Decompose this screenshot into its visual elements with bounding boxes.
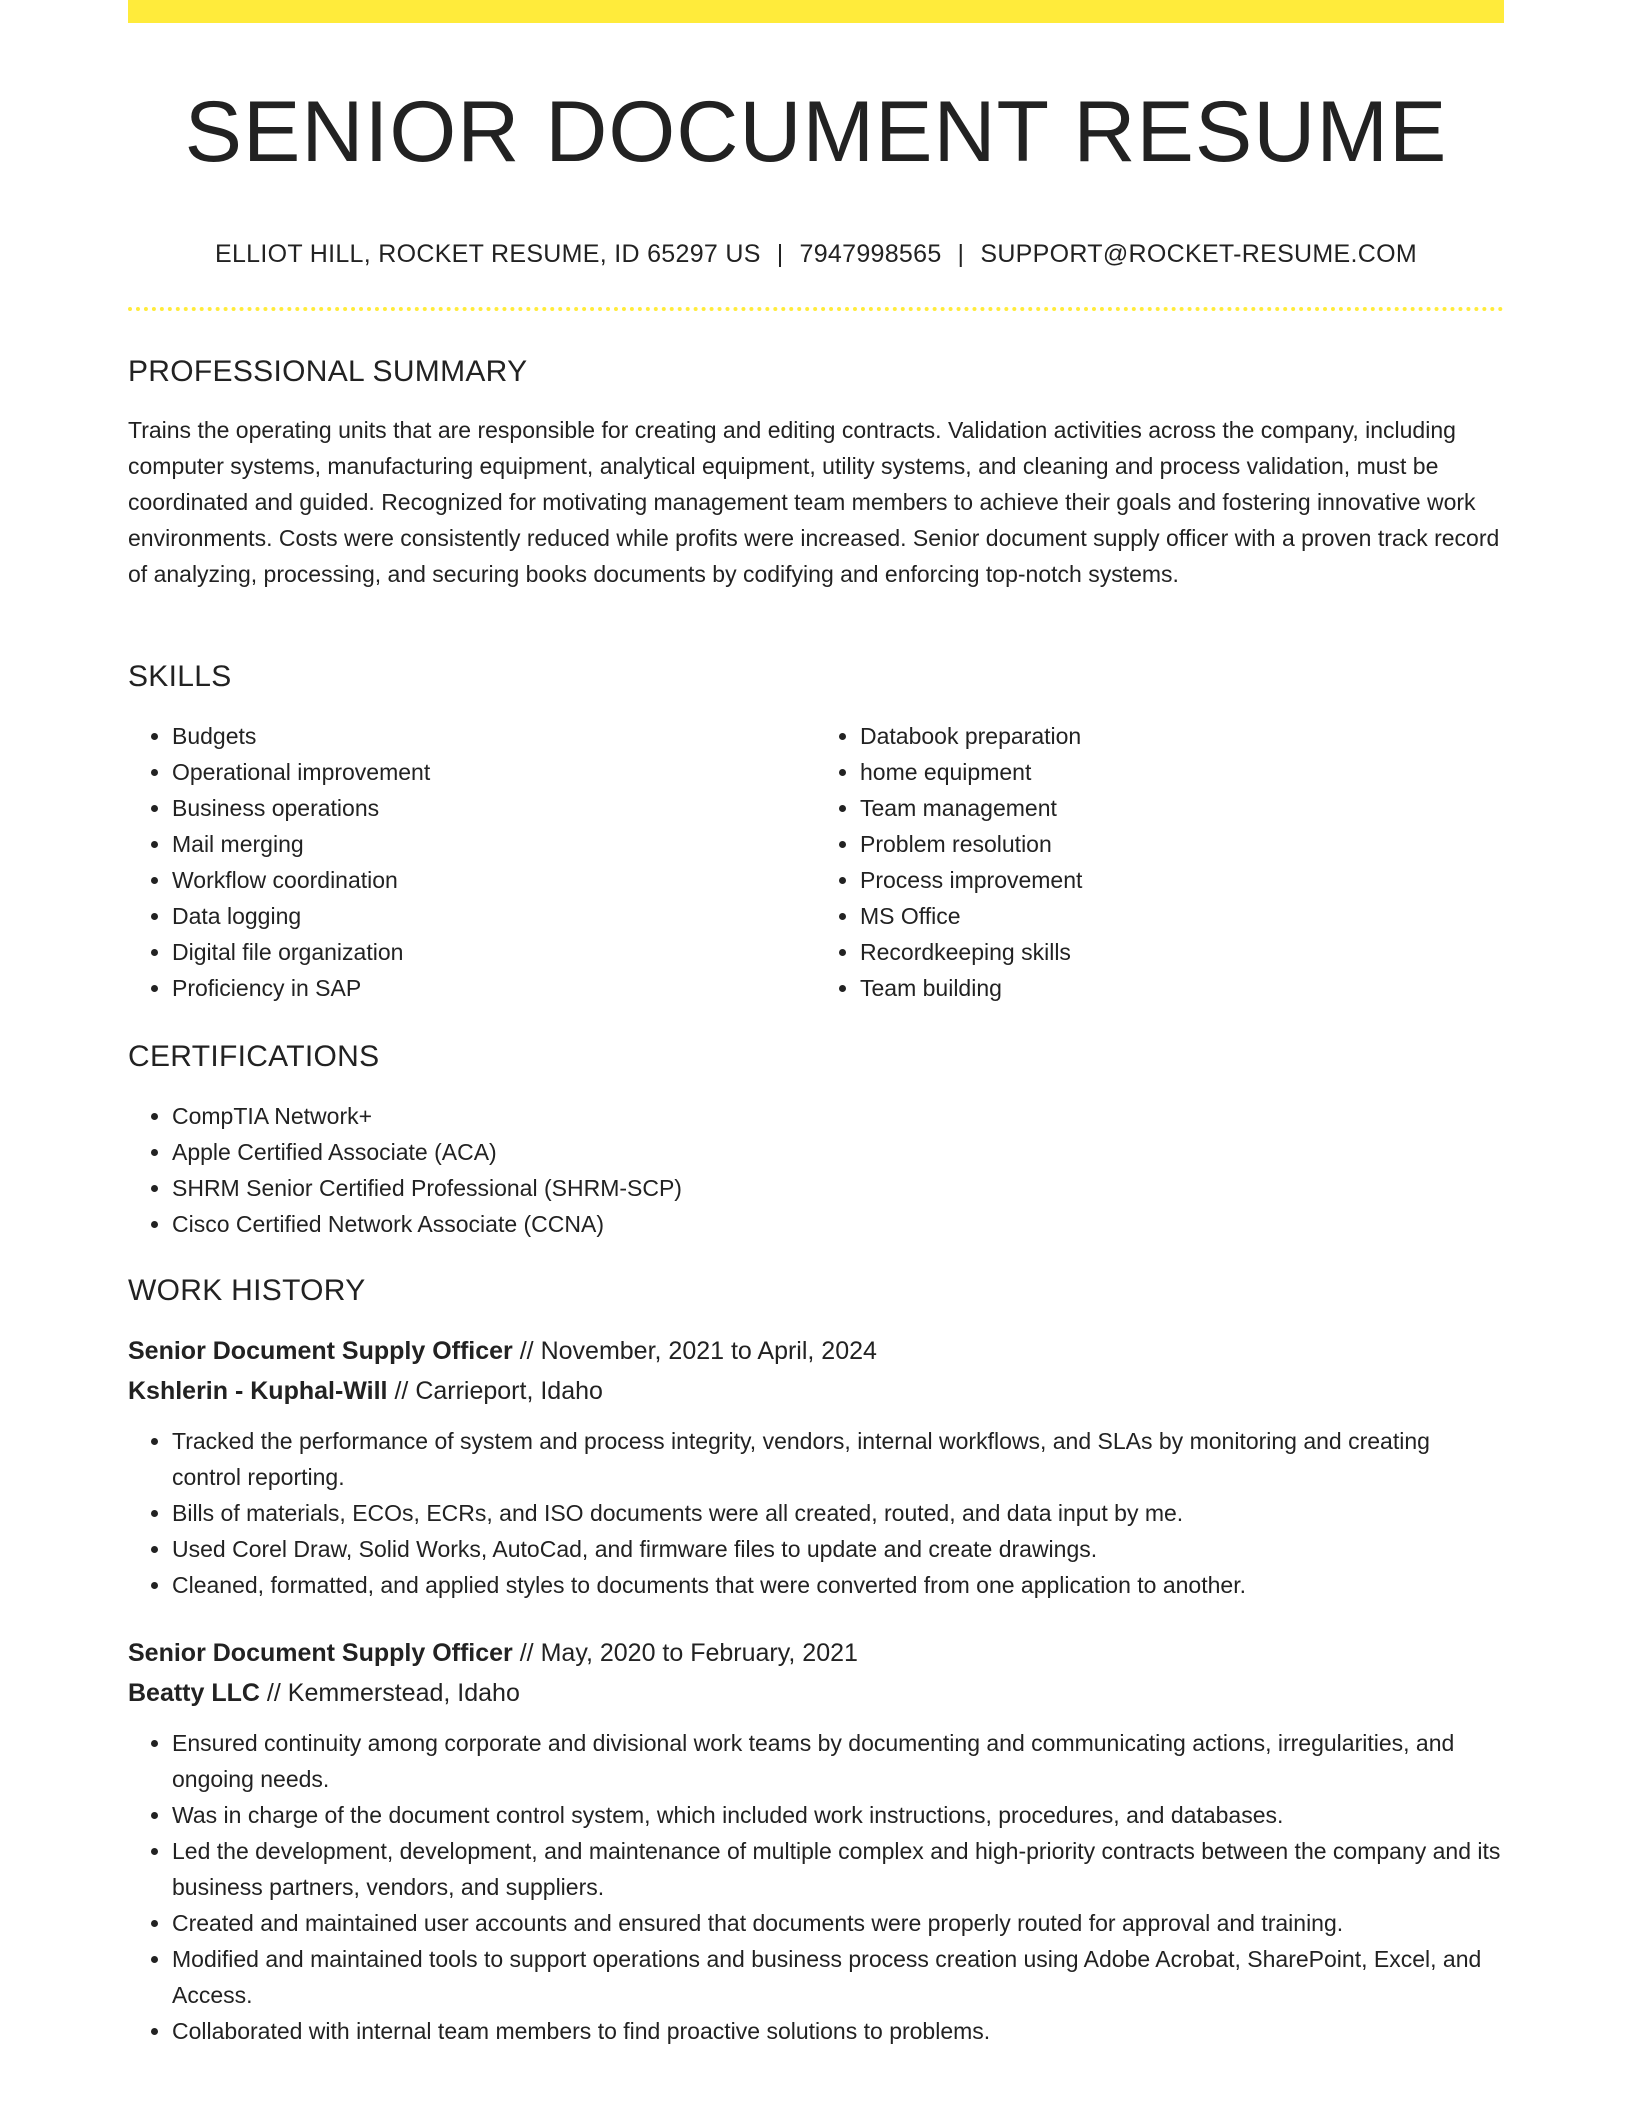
skill-item: • Databook preparation xyxy=(860,718,1504,754)
job-separator: // xyxy=(519,1337,534,1365)
certifications-section xyxy=(128,1037,1504,1242)
skill-item: • MS Office xyxy=(860,898,1504,934)
skills-columns xyxy=(128,718,1504,1006)
resume-page xyxy=(128,0,1504,2112)
top-accent-bar xyxy=(128,0,1504,23)
job-bullet: • Bills of materials, ECOs, ECRs, and ISO documents were all created, routed, and data input by me. xyxy=(172,1495,1504,1531)
work-history-heading: WORK HISTORY xyxy=(128,1274,366,1307)
job-bullets xyxy=(128,1423,1504,1603)
certification-item: • CompTIA Network+ xyxy=(172,1098,1504,1134)
job-title-line xyxy=(128,1633,1504,1673)
skill-item: • Proficiency in SAP xyxy=(172,970,816,1006)
skill-item: • Operational improvement xyxy=(172,754,816,790)
job-separator: // xyxy=(519,1639,534,1667)
job-entry xyxy=(128,1633,1504,2049)
skill-item: • home equipment xyxy=(860,754,1504,790)
contact-separator: | xyxy=(957,240,965,268)
contact-separator: | xyxy=(776,240,784,268)
job-dates: November, 2021 to April, 2024 xyxy=(540,1337,877,1365)
skills-section xyxy=(128,657,1504,1006)
certifications-list xyxy=(128,1098,1504,1242)
skill-item: • Budgets xyxy=(172,718,816,754)
job-dates: May, 2020 to February, 2021 xyxy=(540,1639,858,1667)
work-history-section xyxy=(128,1271,1504,2049)
job-title: Senior Document Supply Officer xyxy=(128,1337,513,1365)
skills-heading: SKILLS xyxy=(128,660,232,693)
job-bullet: • Tracked the performance of system and process integrity, vendors, internal workflows, and SLAs by monitoring and creating control reporting. xyxy=(172,1423,1504,1495)
summary-heading: PROFESSIONAL SUMMARY xyxy=(128,355,528,388)
skill-item: • Mail merging xyxy=(172,826,816,862)
job-bullet: • Used Corel Draw, Solid Works, AutoCad, and firmware files to update and create drawings. xyxy=(172,1531,1504,1567)
contact-phone: 7947998565 xyxy=(799,240,942,268)
job-bullet: • Modified and maintained tools to support operations and business process creation using Adobe Acrobat, SharePoint, Excel, and Access. xyxy=(172,1941,1504,2013)
skill-item: • Business operations xyxy=(172,790,816,826)
job-bullet: • Was in charge of the document control system, which included work instructions, procedures, and databases. xyxy=(172,1797,1504,1833)
job-company-line xyxy=(128,1371,1504,1411)
job-separator: // xyxy=(394,1377,409,1405)
job-separator: // xyxy=(266,1679,281,1707)
skills-list-left xyxy=(128,718,816,1006)
contact-line xyxy=(128,236,1504,272)
job-location: Carrieport, Idaho xyxy=(415,1377,603,1405)
skill-item: • Process improvement xyxy=(860,862,1504,898)
resume-title: SENIOR DOCUMENT RESUME xyxy=(184,84,1448,180)
skill-item: • Recordkeeping skills xyxy=(860,934,1504,970)
job-title: Senior Document Supply Officer xyxy=(128,1639,513,1667)
job-entry xyxy=(128,1331,1504,1603)
skill-item: • Team building xyxy=(860,970,1504,1006)
job-bullet: • Cleaned, formatted, and applied styles to documents that were converted from one application to another. xyxy=(172,1567,1504,1603)
skill-item: • Digital file organization xyxy=(172,934,816,970)
skill-item: • Data logging xyxy=(172,898,816,934)
summary-section xyxy=(128,352,1504,592)
job-bullets xyxy=(128,1725,1504,2049)
certifications-heading: CERTIFICATIONS xyxy=(128,1040,380,1073)
skill-item: • Team management xyxy=(860,790,1504,826)
job-bullet: • Collaborated with internal team members to find proactive solutions to problems. xyxy=(172,2013,1504,2049)
dotted-divider xyxy=(128,307,1504,311)
contact-email: SUPPORT@ROCKET-RESUME.COM xyxy=(980,240,1417,268)
job-company-line xyxy=(128,1673,1504,1713)
certification-item: • Cisco Certified Network Associate (CCNA) xyxy=(172,1206,1504,1242)
certification-item: • Apple Certified Associate (ACA) xyxy=(172,1134,1504,1170)
job-bullet: • Led the development, development, and maintenance of multiple complex and high-priority contracts between the company and its business partners, vendors, and suppliers. xyxy=(172,1833,1504,1905)
skills-list-right xyxy=(816,718,1504,1006)
skill-item: • Problem resolution xyxy=(860,826,1504,862)
summary-text: Trains the operating units that are responsible for creating and editing contracts. Validation activities across the company, including computer systems, manufacturing equipment, analytical equipment, utility systems, and cleaning and process validation, must be coordinated and guided. Recognized for motivating management team members to achieve their goals and fostering innovative work environments. Costs were consistently reduced while profits were increased. Senior document supply officer with a proven track record of analyzing, processing, and securing books documents by codifying and enforcing top-notch systems. xyxy=(128,417,1500,587)
job-company: Kshlerin - Kuphal-Will xyxy=(128,1377,388,1405)
job-bullet: • Created and maintained user accounts and ensured that documents were properly routed for approval and training. xyxy=(172,1905,1504,1941)
certification-item: • SHRM Senior Certified Professional (SHRM-SCP) xyxy=(172,1170,1504,1206)
job-location: Kemmerstead, Idaho xyxy=(287,1679,520,1707)
skill-item: • Workflow coordination xyxy=(172,862,816,898)
job-title-line xyxy=(128,1331,1504,1371)
contact-address: ELLIOT HILL, ROCKET RESUME, ID 65297 US xyxy=(215,240,761,268)
job-company: Beatty LLC xyxy=(128,1679,260,1707)
job-bullet: • Ensured continuity among corporate and divisional work teams by documenting and communicating actions, irregularities, and ongoing needs. xyxy=(172,1725,1504,1797)
